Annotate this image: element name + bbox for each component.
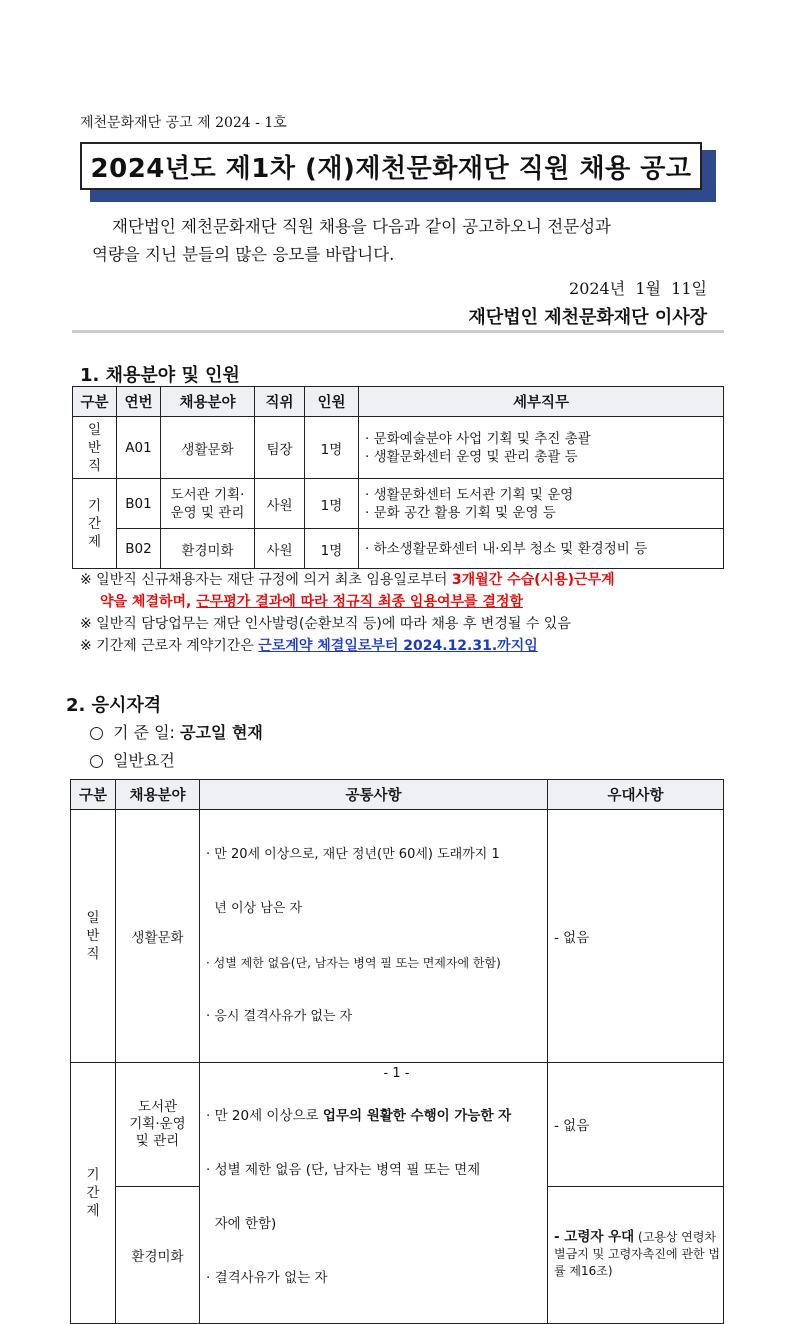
common-line: · 성별 제한 없음(단, 남자는 병역 필 또는 면제자에 한함) bbox=[206, 956, 501, 970]
duty-line: · 생활문화센터 도서관 기획 및 운영 bbox=[365, 486, 574, 503]
group-cell: 일 반 직 bbox=[73, 417, 117, 479]
common-line: · 결격사유가 없는 자 bbox=[206, 1270, 328, 1286]
duty-cell bbox=[359, 417, 724, 479]
note-emphasis: 3개월간 수습(시용)근무계 bbox=[451, 572, 615, 588]
preference-cell: - 없음 bbox=[548, 1063, 724, 1187]
section1-heading: 1. 채용분야 및 인원 bbox=[80, 365, 240, 386]
common-line: 년 이상 남은 자 bbox=[206, 901, 303, 916]
group-cell: 일 반 직 bbox=[71, 810, 116, 1063]
field-cell: 생활문화 bbox=[161, 417, 255, 479]
page-title: 2024년도 제1차 (재)제천문화재단 직원 채용 공고 bbox=[80, 142, 702, 190]
header-cell: 세부직무 bbox=[359, 387, 724, 417]
header-cell: 채용분야 bbox=[116, 780, 200, 810]
divider bbox=[72, 330, 724, 333]
duty-cell bbox=[359, 479, 724, 529]
field-cell: 환경미화 bbox=[116, 1186, 200, 1323]
position-cell: 팀장 bbox=[255, 417, 305, 479]
criteria-value: 공고일 현재 bbox=[180, 723, 263, 742]
header-cell: 직위 bbox=[255, 387, 305, 417]
common-line bbox=[206, 1107, 547, 1125]
preference-cell: - 없음 bbox=[548, 810, 724, 1063]
note-text: ※ 기간제 근로자 계약기간은 bbox=[80, 638, 259, 654]
note-emphasis: 약을 체결하며, bbox=[100, 594, 197, 610]
note-emphasis-blue: 근로계약 체결일로부터 2024.12.31.까지임 bbox=[258, 638, 538, 654]
group-cell: 기 간 제 bbox=[73, 479, 117, 569]
group-cell: 기 간 제 bbox=[71, 1063, 116, 1324]
signer: 재단법인 제천문화재단 이사장 bbox=[468, 307, 707, 328]
common-cell bbox=[200, 810, 548, 1063]
intro-line-2: 역량을 지닌 분들의 많은 응모를 바랍니다. bbox=[92, 245, 395, 264]
header-cell: 우대사항 bbox=[548, 780, 724, 810]
field-cell: 환경미화 bbox=[161, 529, 255, 569]
common-line: · 만 20세 이상으로, 재단 정년(만 60세) 도래까지 1 bbox=[206, 847, 500, 862]
count-cell: 1명 bbox=[305, 529, 359, 569]
field-cell: 도서관 기획· 운영 및 관리 bbox=[161, 479, 255, 529]
intro-paragraph bbox=[92, 213, 712, 269]
header-cell: 연번 bbox=[117, 387, 161, 417]
common-cell bbox=[200, 1063, 548, 1324]
count-cell: 1명 bbox=[305, 417, 359, 479]
no-cell: B02 bbox=[117, 529, 161, 569]
header-cell: 인원 bbox=[305, 387, 359, 417]
preference-emphasis: - 고령자 우대 bbox=[554, 1229, 635, 1246]
eligibility-table bbox=[70, 779, 724, 1324]
common-text: · 만 20세 이상으로 bbox=[206, 1108, 323, 1124]
section2-heading: 2. 응시자격 bbox=[66, 695, 162, 716]
table-row bbox=[71, 1063, 724, 1187]
intro-line-1: 재단법인 제천문화재단 직원 채용을 다음과 같이 공고하오니 전문성과 bbox=[112, 217, 611, 236]
general-item bbox=[90, 748, 175, 771]
table-row bbox=[73, 529, 724, 569]
announcement-date: 2024년 1월 11일 bbox=[569, 279, 707, 298]
page-number: - 1 - bbox=[383, 1066, 410, 1081]
circle-bullet-icon bbox=[90, 727, 103, 740]
note-emphasis-underline: 근무평가 결과에 따라 정규직 최종 임용여부를 결정함 bbox=[196, 594, 523, 610]
no-cell: A01 bbox=[117, 417, 161, 479]
circle-bullet-icon bbox=[90, 755, 103, 768]
duty-line: · 문화예술분야 사업 기획 및 추진 총괄 bbox=[365, 430, 591, 447]
duty-line: · 생활문화센터 운영 및 관리 총괄 등 bbox=[365, 448, 578, 465]
table-row bbox=[73, 479, 724, 529]
field-cell: 도서관 기획·운영 및 관리 bbox=[116, 1063, 200, 1187]
note-3 bbox=[80, 635, 730, 657]
note-2: ※ 일반직 담당업무는 재단 인사발령(순환보직 등)에 따라 채용 후 변경될 수 있음 bbox=[80, 616, 571, 632]
duty-line: · 하소생활문화센터 내·외부 청소 및 환경정비 등 bbox=[365, 540, 648, 557]
header-cell: 채용분야 bbox=[161, 387, 255, 417]
table-row bbox=[73, 417, 724, 479]
no-cell: B01 bbox=[117, 479, 161, 529]
note-text: ※ 일반직 신규채용자는 재단 규정에 의거 최초 임용일로부터 bbox=[80, 572, 452, 588]
common-line: 자에 한함) bbox=[206, 1216, 277, 1232]
note-1-cont bbox=[80, 591, 730, 613]
header-cell: 공통사항 bbox=[200, 780, 548, 810]
common-line: · 성별 제한 없음 (단, 남자는 병역 필 또는 면제 bbox=[206, 1162, 481, 1178]
header-cell: 구분 bbox=[71, 780, 116, 810]
note-1 bbox=[80, 569, 730, 591]
preference-cell bbox=[548, 1186, 724, 1323]
duty-line: · 문화 공간 활용 기획 및 운영 등 bbox=[365, 504, 556, 521]
general-label: 일반요건 bbox=[113, 751, 175, 770]
notes bbox=[80, 569, 730, 657]
notice-number: 제천문화재단 공고 제 2024 - 1호 bbox=[80, 115, 287, 131]
count-cell: 1명 bbox=[305, 479, 359, 529]
position-cell: 사원 bbox=[255, 529, 305, 569]
field-cell: 생활문화 bbox=[116, 810, 200, 1063]
duty-cell bbox=[359, 529, 724, 569]
preference-note: (고용상 연령차별금지 및 고령자촉진에 관한 법률 제16조) bbox=[554, 1230, 720, 1279]
header-cell: 구분 bbox=[73, 387, 117, 417]
table-row bbox=[71, 810, 724, 1063]
common-emphasis: 업무의 원활한 수행이 가능한 자 bbox=[322, 1108, 512, 1124]
position-cell: 사원 bbox=[255, 479, 305, 529]
common-line: · 응시 결격사유가 없는 자 bbox=[206, 1009, 353, 1024]
recruitment-table bbox=[72, 386, 724, 569]
criteria-item bbox=[90, 720, 263, 743]
criteria-label: 기 준 일: bbox=[113, 723, 181, 742]
